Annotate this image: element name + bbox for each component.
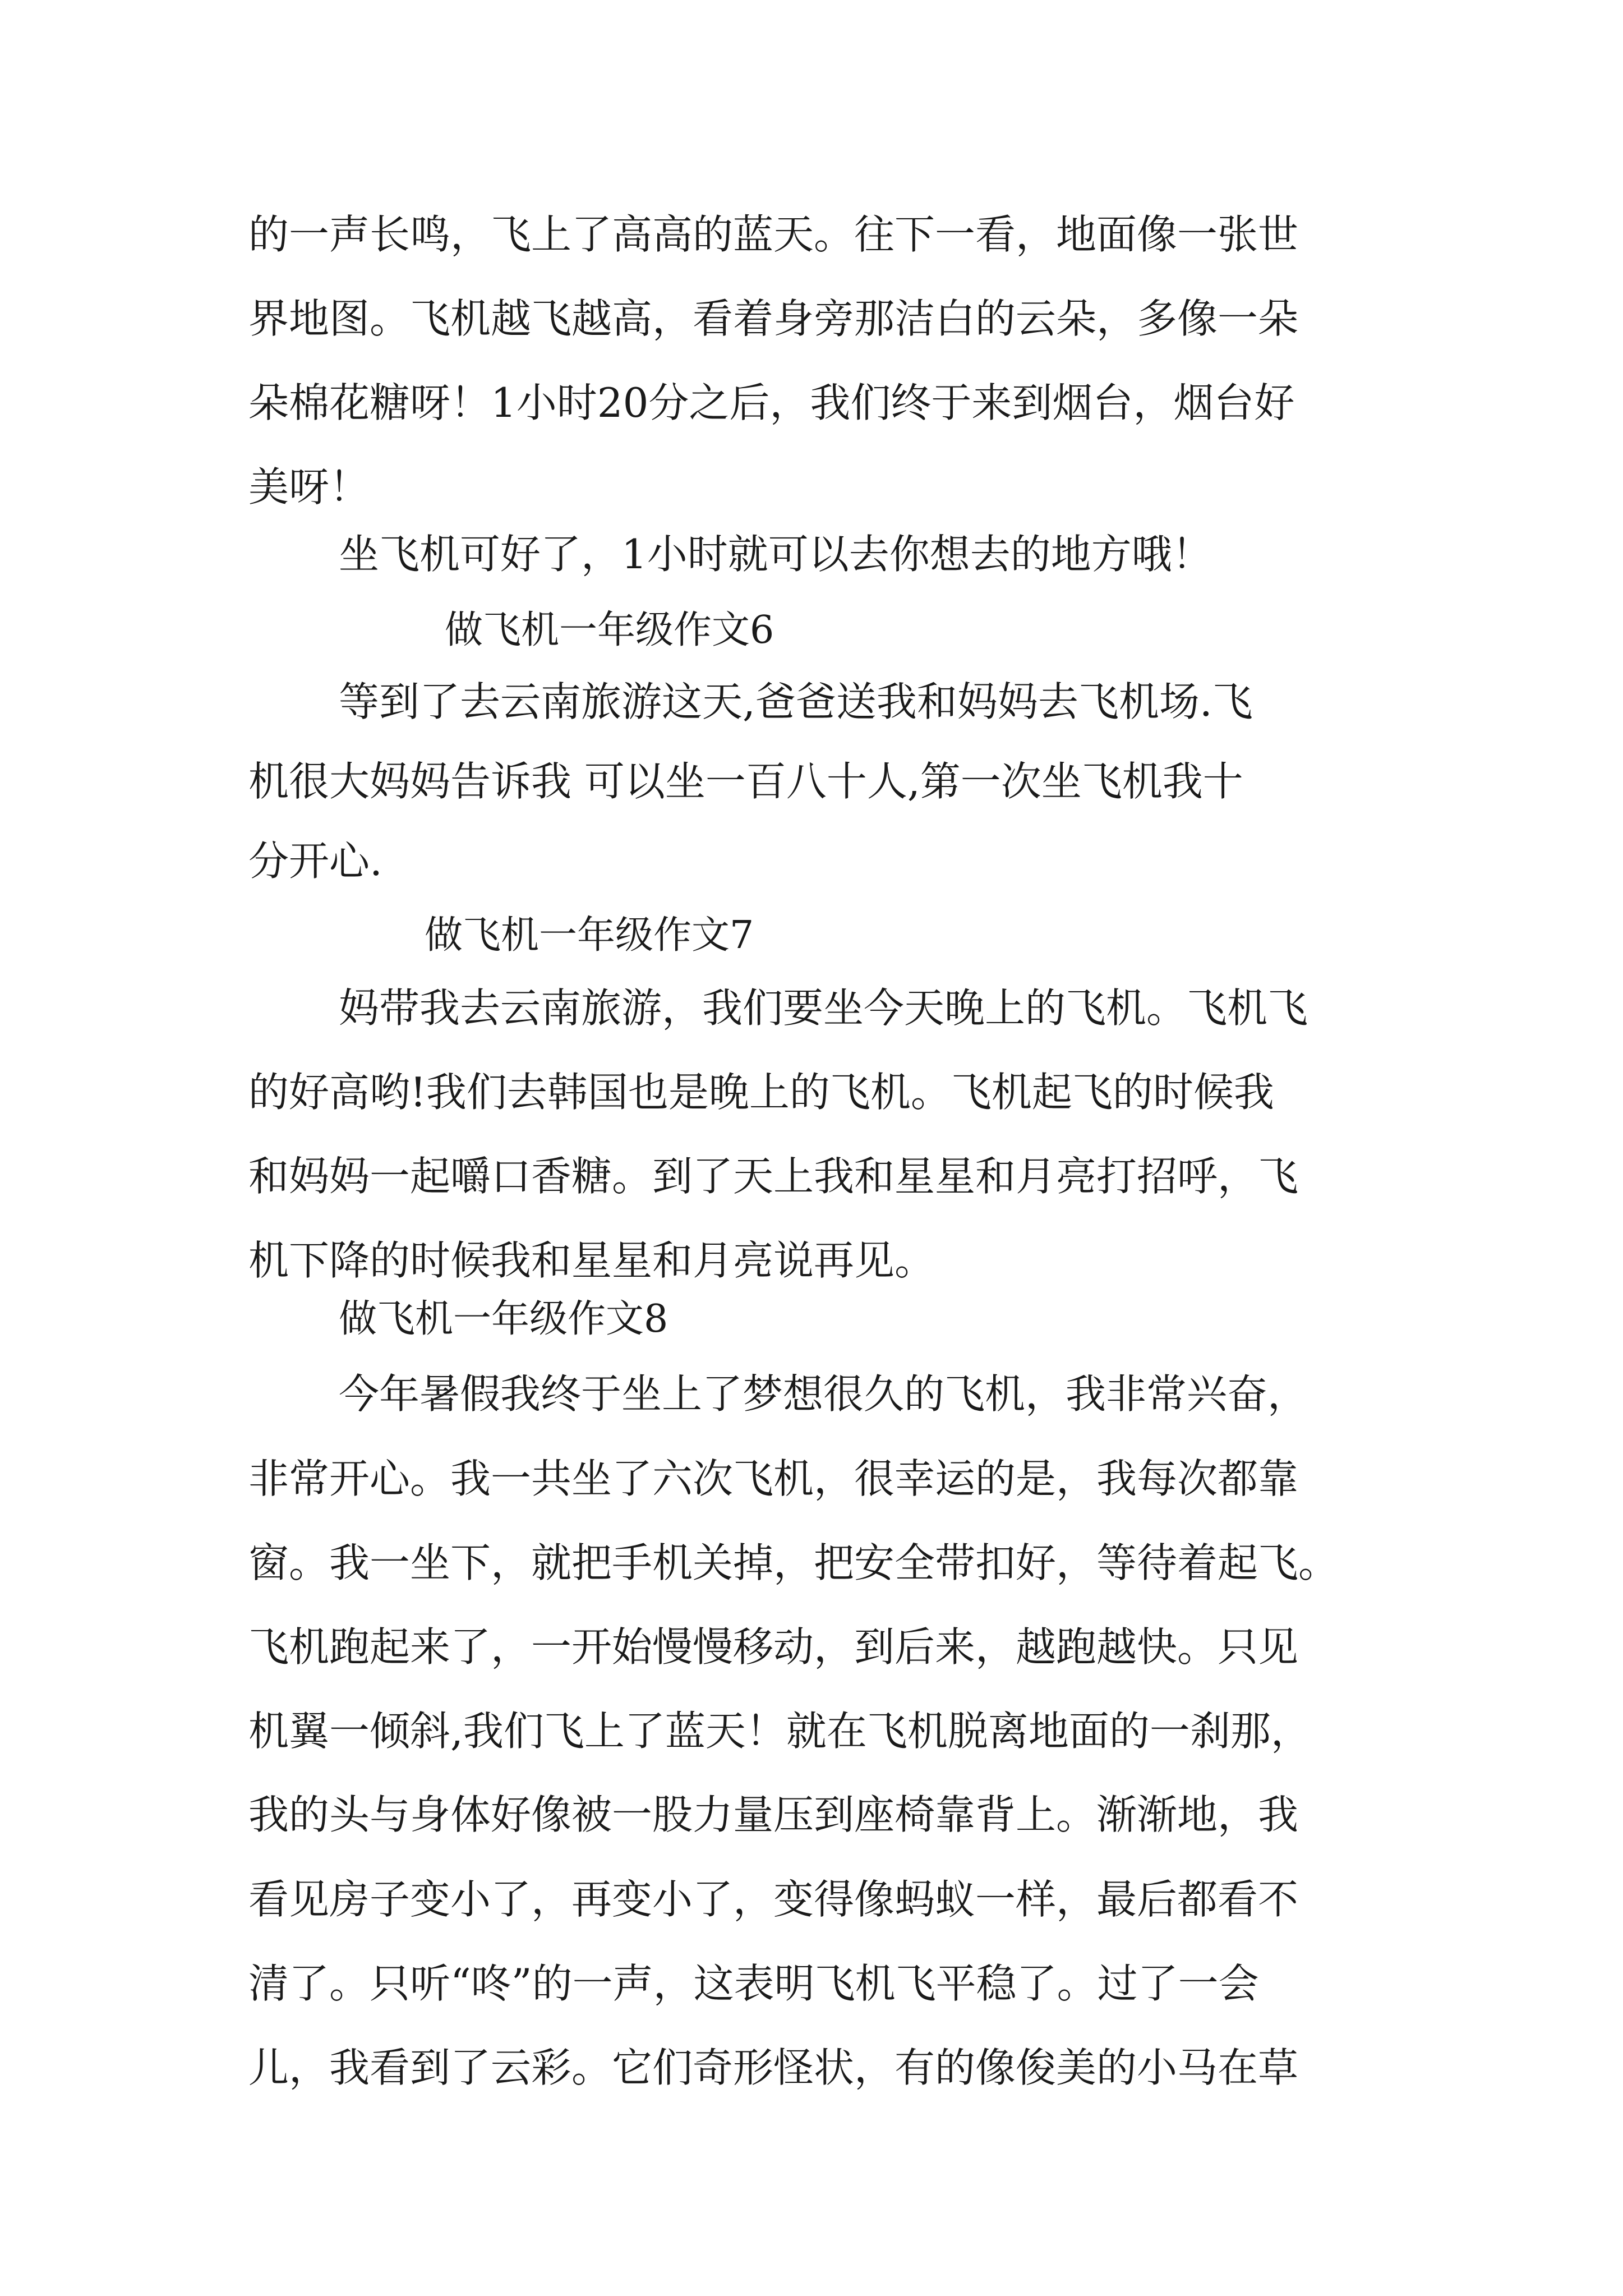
body-line: 和妈妈一起嚼口香糖。到了天上我和星星和月亮打招呼，飞 [248, 1153, 1299, 1200]
body-line: 窗。我一坐下，就把手机关掉，把安全带扣好，等待着起飞。 [248, 1539, 1339, 1586]
body-line: 儿，我看到了云彩。它们奇形怪状，有的像俊美的小马在草 [248, 2044, 1299, 2091]
body-line: 朵棉花糖呀！1小时20分之后，我们终于来到烟台，烟台好 [248, 379, 1295, 426]
body-line: 的一声长鸣，飞上了高高的蓝天。往下一看，地面像一张世 [248, 211, 1299, 258]
body-line: 界地图。飞机越飞越高，看着身旁那洁白的云朵，多像一朵 [248, 295, 1299, 342]
section-heading-6: 做飞机一年级作文6 [445, 608, 774, 652]
body-line: 今年暑假我终于坐上了梦想很久的飞机，我非常兴奋， [339, 1370, 1308, 1418]
body-line: 非常开心。我一共坐了六次飞机，很幸运的是，我每次都靠 [248, 1455, 1299, 1502]
body-line: 看见房子变小了，再变小了，变得像蚂蚁一样，最后都看不 [248, 1876, 1299, 1923]
body-line: 妈带我去云南旅游，我们要坐今天晚上的飞机。飞机飞 [339, 984, 1308, 1032]
body-line: 等到了去云南旅游这天,爸爸送我和妈妈去飞机场.飞 [339, 678, 1253, 725]
body-line: 的好高哟!我们去韩国也是晚上的飞机。飞机起飞的时候我 [248, 1069, 1274, 1116]
body-line: 我的头与身体好像被一股力量压到座椅靠背上。渐渐地，我 [248, 1791, 1299, 1838]
body-line: 飞机跑起来了，一开始慢慢移动，到后来，越跑越快。只见 [248, 1623, 1299, 1671]
body-line: 坐飞机可好了，1小时就可以去你想去的地方哦！ [339, 531, 1212, 578]
body-line: 机翼一倾斜,我们飞上了蓝天！就在飞机脱离地面的一刹那， [248, 1708, 1311, 1755]
body-line: 清了。只听“咚”的一声，这表明飞机飞平稳了。过了一会 [248, 1960, 1259, 2007]
body-line: 机很大妈妈告诉我 可以坐一百八十人,第一次坐飞机我十 [248, 758, 1243, 805]
body-line: 分开心. [248, 838, 382, 885]
body-line: 美呀！ [248, 463, 370, 510]
body-line: 机下降的时候我和星星和月亮说再见。 [248, 1237, 935, 1284]
section-heading-8: 做飞机一年级作文8 [339, 1297, 668, 1341]
section-heading-7: 做飞机一年级作文7 [425, 913, 754, 958]
